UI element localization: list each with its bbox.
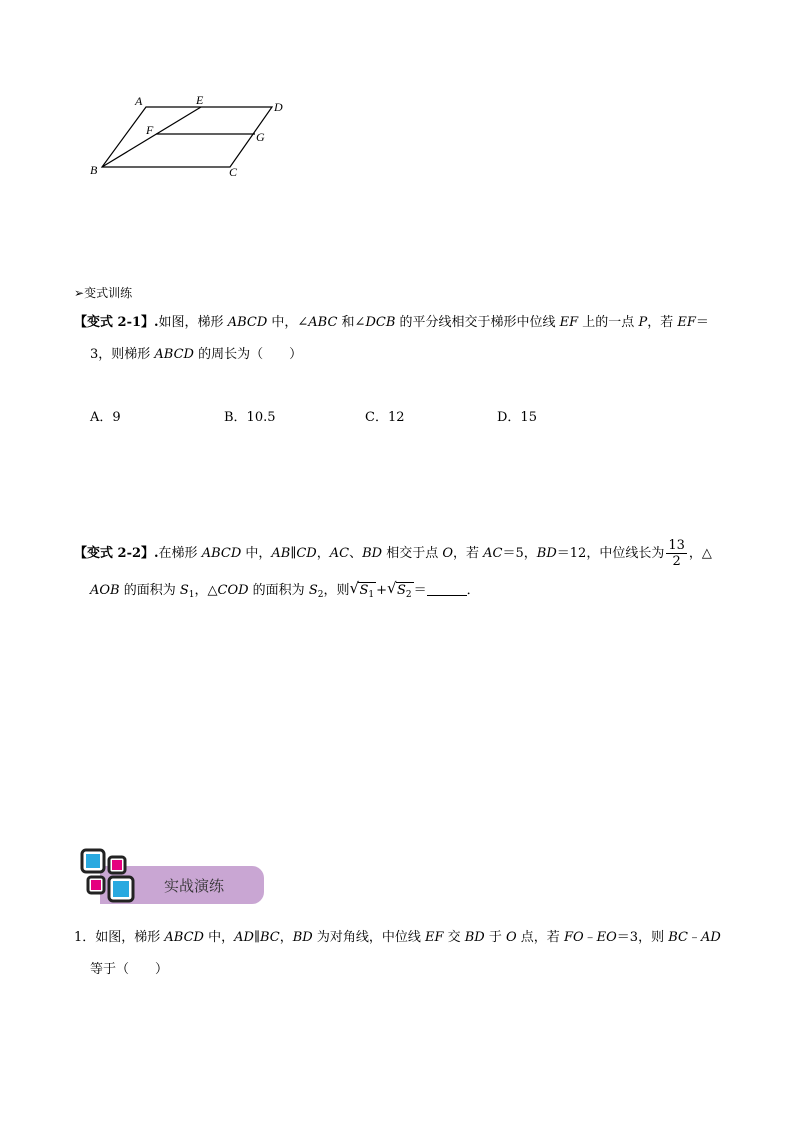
arrow-bullet-icon: ➢ xyxy=(74,286,85,300)
option-b[interactable]: B．10.5 xyxy=(224,410,276,425)
sqrt-s1: √ $S_1$ xyxy=(358,582,376,603)
label-c: C xyxy=(229,165,238,179)
section-banner xyxy=(78,846,268,908)
question-1-line1: 1．如图，梯形 ABCD 中，AD∥BC，BD 为对角线，中位线 EF 交 BD 于 O 点，若 FO﹣EO＝3，则 BC﹣AD xyxy=(74,930,721,945)
label-b: B xyxy=(90,163,98,177)
question-2-2-line1: 【变式 2-2】.在梯形 ABCD 中，AB∥CD，AC、BD 相交于点 O，若 AC＝5，BD＝12，中位线长为 $\frac{13}{2}$ ，△ xyxy=(74,538,712,569)
question-2-1-line1: 【变式 2-1】.如图，梯形 ABCD 中，∠ABC 和∠DCB 的平分线相交于梯形中位线 EF 上的一点 P，若 EF＝ xyxy=(74,315,709,330)
option-d[interactable]: D．15 xyxy=(497,410,537,425)
label-a: A xyxy=(135,94,143,108)
question-2-1-line2: 3，则梯形 ABCD 的周长为（ ） xyxy=(90,347,303,362)
banner-title: 实战演练 xyxy=(164,877,225,895)
parallelogram-figure xyxy=(80,90,310,185)
label-d: D xyxy=(274,100,283,114)
label-g: G xyxy=(256,130,265,144)
option-c[interactable]: C．12 xyxy=(365,410,405,425)
question-1-line2: 等于（ ） xyxy=(90,962,169,977)
fraction-13-over-2: $\frac{13}{2}$ xyxy=(668,538,685,569)
label-e: E xyxy=(196,93,204,107)
blocks-icon xyxy=(78,846,140,908)
question-2-2-line2: AOB 的面积为 $S_1$，△COD 的面积为 $S_2$，则√ $S_1$ +√ $S_2$ ＝ ． xyxy=(90,581,480,605)
sqrt-s2: √ $S_2$ xyxy=(396,582,414,603)
segment-be xyxy=(102,107,201,167)
answer-blank[interactable] xyxy=(427,583,467,596)
option-a[interactable]: A．9 xyxy=(90,410,121,425)
section-heading: ➢变式训练 xyxy=(74,286,133,300)
label-f: F xyxy=(146,123,154,137)
